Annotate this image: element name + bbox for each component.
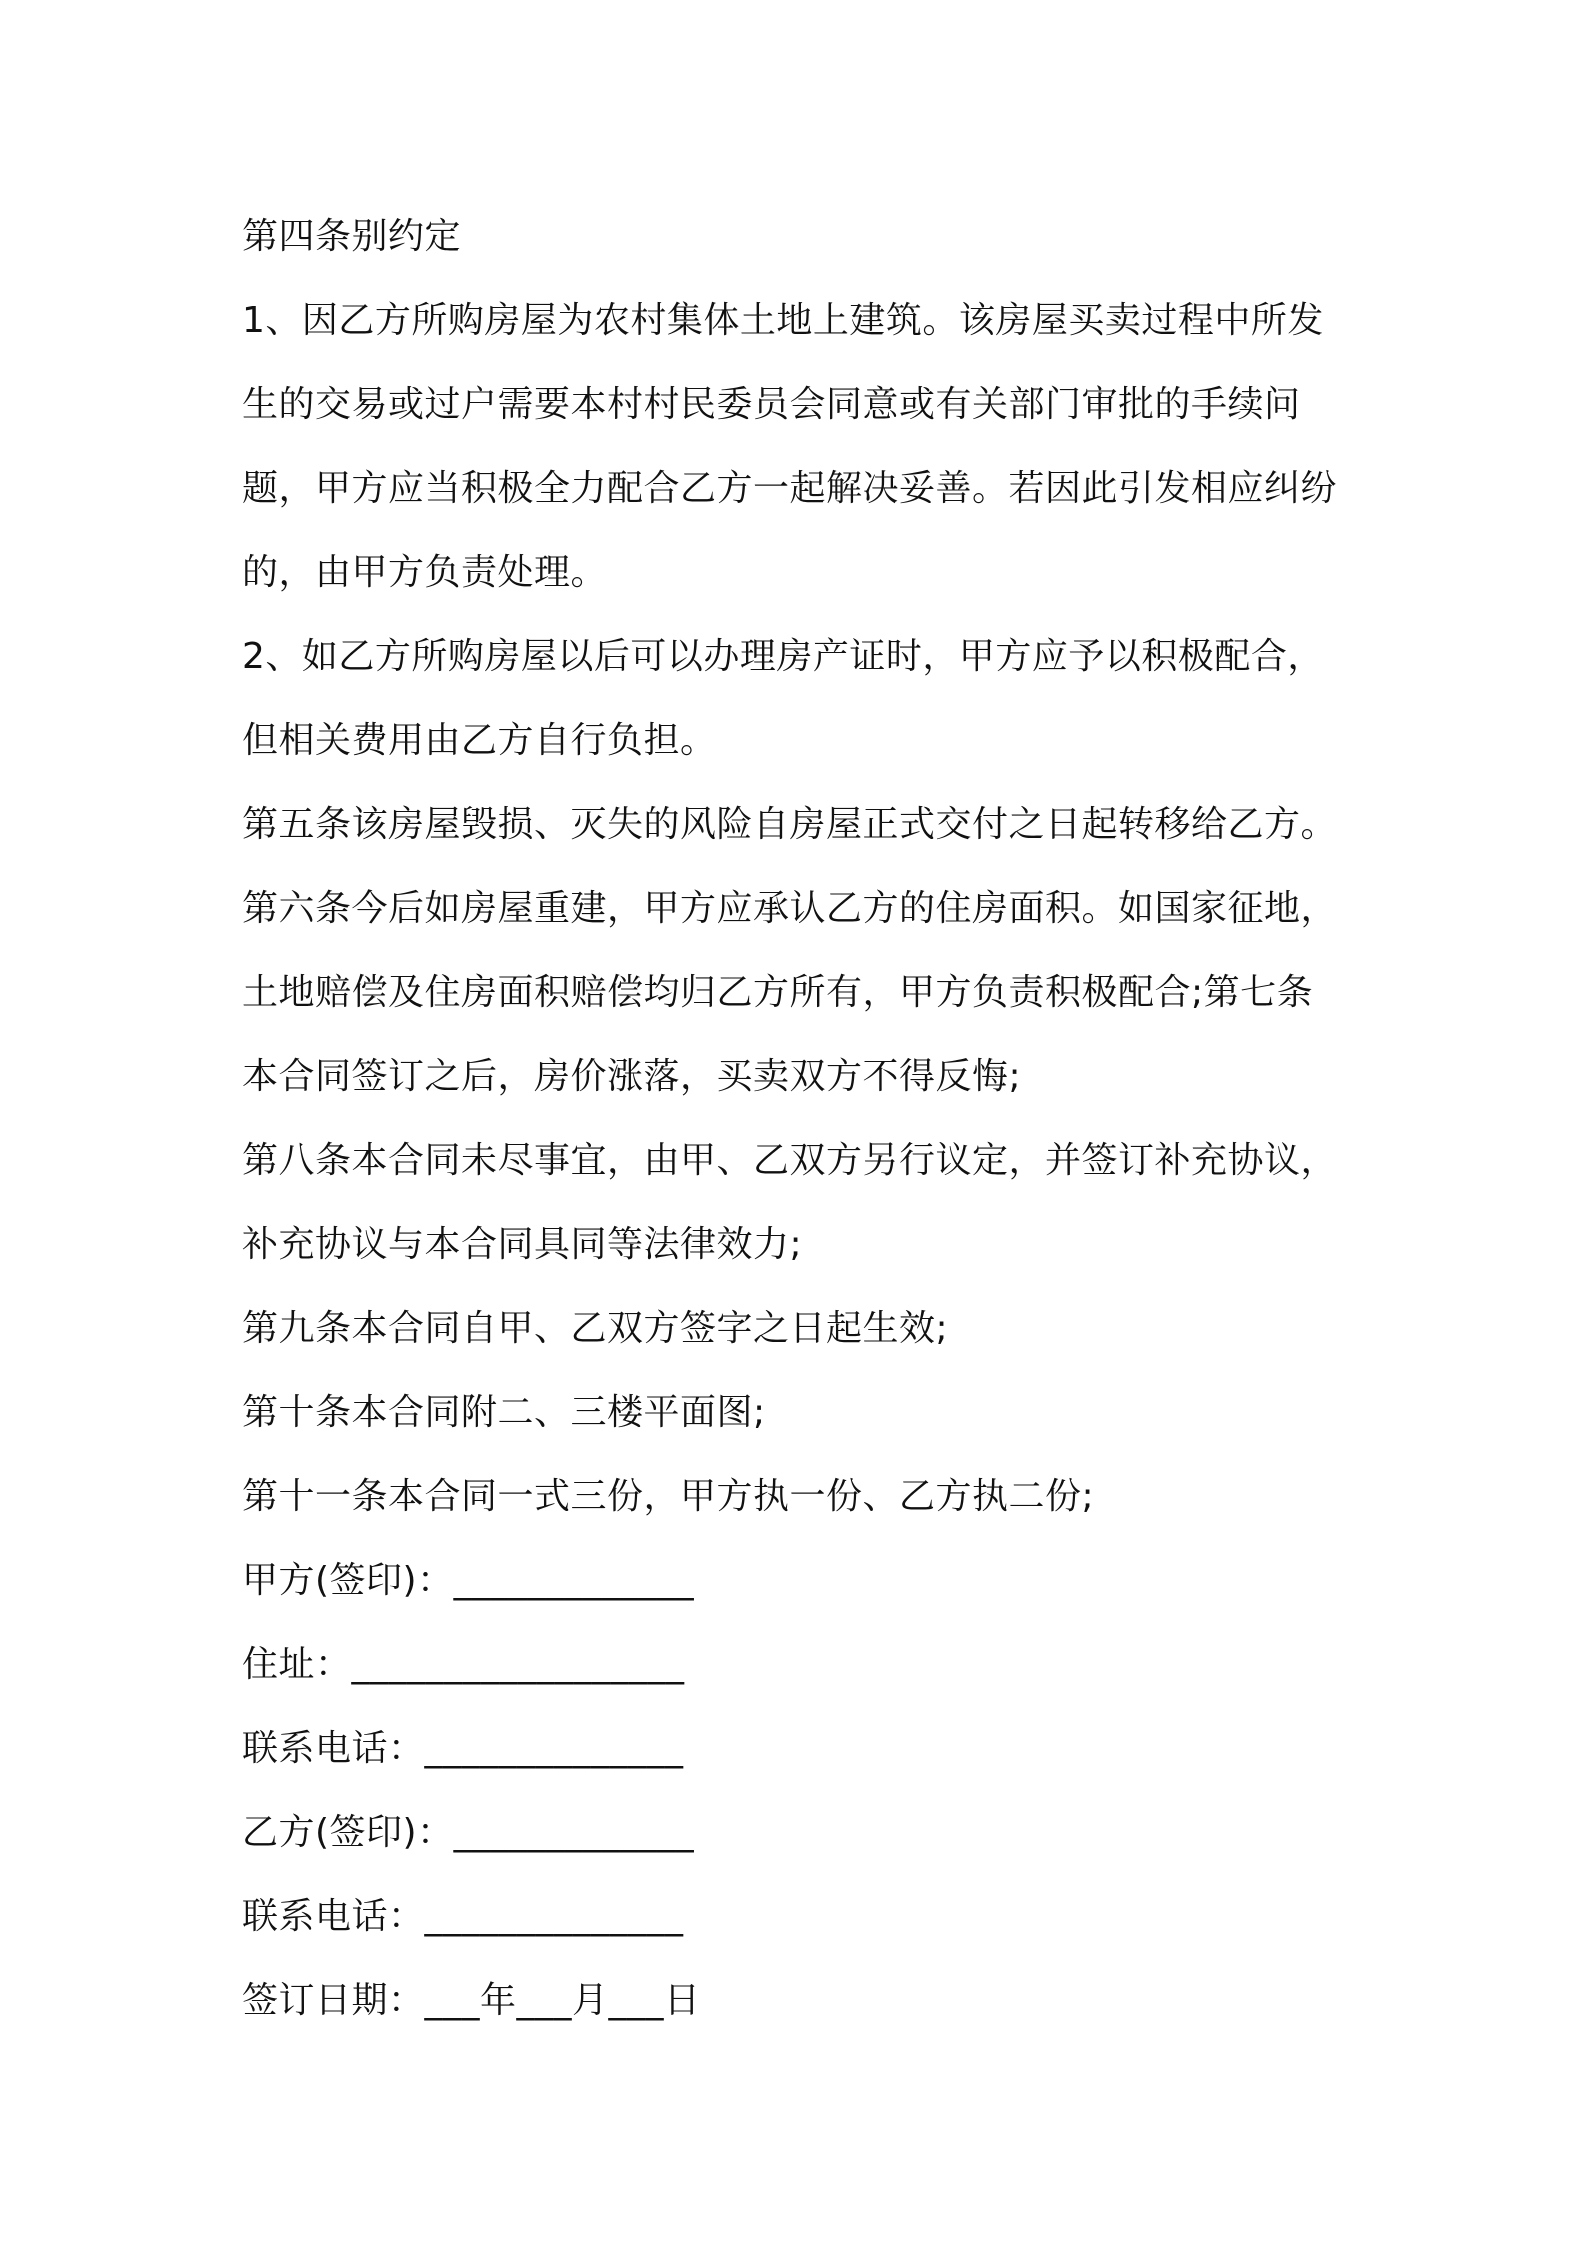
article-4-clause-1-line-2: 生的交易或过户需要本村村民委员会同意或有关部门审批的手续问 — [242, 384, 1301, 425]
article-11: 第十一条本合同一式三份，甲方执一份、乙方执二份; — [242, 1476, 1095, 1517]
article-6-line-2: 土地赔偿及住房面积赔偿均归乙方所有，甲方负责积极配合;第七条 — [242, 972, 1314, 1013]
party-b-phone: 联系电话：______________ — [242, 1896, 684, 1937]
article-8-line-1: 第八条本合同未尽事宜，由甲、乙双方另行议定，并签订补充协议， — [242, 1140, 1338, 1181]
article-4-heading: 第四条别约定 — [242, 216, 462, 257]
article-4-clause-1-line-1: 1、因乙方所购房屋为农村集体土地上建筑。该房屋买卖过程中所发 — [242, 300, 1324, 341]
article-4-clause-1-line-4: 的，由甲方负责处理。 — [242, 552, 608, 593]
signing-date: 签订日期：___年___月___日 — [242, 1980, 701, 2021]
party-b-signature: 乙方(签印)：_____________ — [242, 1812, 695, 1853]
party-a-phone: 联系电话：______________ — [242, 1728, 684, 1769]
article-6-line-1: 第六条今后如房屋重建，甲方应承认乙方的住房面积。如国家征地， — [242, 888, 1338, 929]
article-4-clause-2-line-2: 但相关费用由乙方自行负担。 — [242, 720, 717, 761]
article-4-clause-2-line-1: 2、如乙方所购房屋以后可以办理房产证时，甲方应予以积极配合， — [242, 636, 1324, 677]
article-9: 第九条本合同自甲、乙双方签字之日起生效; — [242, 1308, 949, 1349]
party-a-signature: 甲方(签印)：_____________ — [242, 1560, 695, 1601]
party-a-address: 住址：__________________ — [242, 1644, 685, 1685]
article-8-line-2: 补充协议与本合同具同等法律效力; — [242, 1224, 803, 1265]
article-10: 第十条本合同附二、三楼平面图; — [242, 1392, 766, 1433]
document-body — [242, 195, 1362, 2043]
article-4-clause-1-line-3: 题，甲方应当积极全力配合乙方一起解决妥善。若因此引发相应纠纷 — [242, 468, 1338, 509]
article-5: 第五条该房屋毁损、灭失的风险自房屋正式交付之日起转移给乙方。 — [242, 804, 1338, 845]
article-7: 本合同签订之后，房价涨落，买卖双方不得反悔; — [242, 1056, 1022, 1097]
